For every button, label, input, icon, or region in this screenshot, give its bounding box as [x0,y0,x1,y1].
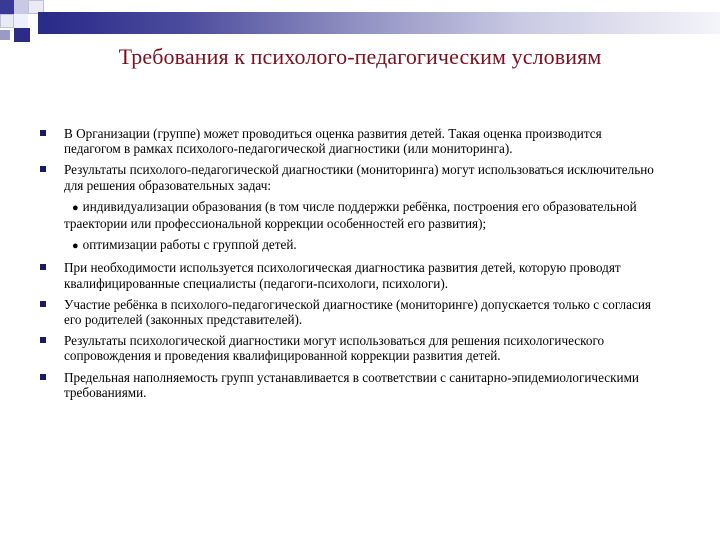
list-item [38,126,660,156]
deco-square [14,28,30,42]
round-bullet-icon: ● [72,240,79,253]
header-gradient-bar [52,12,720,34]
sub-list-item-text: оптимизации работы с группой детей. [82,237,297,253]
slide-title: Требования к психолого-педагогическим условиям [118,44,602,69]
list-item [38,162,660,192]
sub-list-item [38,237,660,254]
list-item-text: При необходимости используется психологическая диагностика развития детей, которую проводят квалифицированные специалисты (педагоги-психологи, психологи). [64,260,621,291]
deco-square [14,0,28,14]
list-item [38,260,660,290]
list-item-text: Участие ребёнка в психолого-педагогической диагностике (мониторинге) допускается только с согласия его родителей (законных представителей). [64,296,651,328]
square-bullet-icon [40,374,46,380]
deco-square [0,0,14,14]
square-bullet-icon [40,337,46,343]
square-bullet-icon [40,264,46,270]
bullet-list [38,126,660,406]
list-item [38,333,660,363]
deco-square [14,14,28,28]
deco-square [38,12,52,34]
list-item [38,370,660,400]
list-item-text: Результаты психологической диагностики могут использоваться для решения психологического сопровождения и проведения квалифицированной коррекции развития детей. [64,333,605,364]
deco-square [0,14,14,28]
round-bullet-icon: ● [72,201,79,214]
list-item-text: Предельная наполняемость групп устанавливается в соответствии с санитарно-эпидемиологическими требованиями. [64,369,639,400]
list-item-text: В Организации (группе) может проводиться оценка развития детей. Такая оценка производится педагогом в рамках психолого-педагогической диагностики (или мониторинга). [64,126,602,157]
sub-list-item-text: индивидуализации образования (в том числе поддержки ребёнка, построения его образовательной траектории или профессиональной коррекции особенностей его развития); [64,198,637,232]
square-bullet-icon [40,130,46,136]
list-item-text: Результаты психолого-педагогической диагностики (мониторинга) могут использоваться исключительно для решения образовательных задач: [64,162,654,193]
square-bullet-icon [40,166,46,172]
list-item [38,297,660,327]
sub-list-item [38,199,660,231]
square-bullet-icon [40,301,46,307]
deco-square [0,30,10,40]
